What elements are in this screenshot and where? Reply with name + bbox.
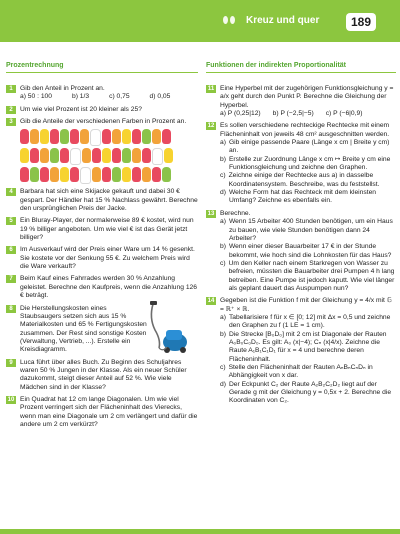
task-options (220, 110, 396, 118)
gummy-bear (80, 129, 89, 144)
task-number: 11 (207, 86, 215, 92)
gummy-bear (70, 129, 79, 144)
option: d) 0,05 (149, 93, 171, 101)
subtask-text: Die Strecke [B₀D₀] mit 2 cm ist Diagonale der Rauten A₀B₀C₀D₀. Es gilt: A₀ (x|−4); Cₙ (x|4/x). Zeichne die Raute A₁B₁C₁D₁ für x = 4 und berechne deren Flächeninhalt. (228, 330, 387, 363)
task-4 (6, 188, 198, 213)
gummy-bear (40, 129, 49, 144)
subtask (220, 139, 396, 156)
gummy-row (20, 129, 198, 146)
gummy-bear (112, 167, 121, 182)
gummy-row (20, 167, 198, 184)
section-title-percent: Prozentrechnung (6, 62, 198, 73)
task-5 (6, 217, 198, 242)
gummy-bear (112, 129, 121, 144)
gummy-bear (152, 167, 161, 182)
subtask-text: Stelle den Flächeninhalt der Rauten AₙBₙCₙDₙ in Abhängigkeit von x dar. (228, 364, 373, 380)
right-column (206, 62, 396, 410)
task-number: 8 (6, 305, 16, 313)
gummy-bears-image (20, 129, 198, 184)
gummy-bear (152, 129, 161, 144)
subtask-label: b) (220, 243, 226, 251)
gummy-bear (122, 148, 131, 163)
task-number: 3 (6, 118, 16, 126)
gummy-bear (102, 129, 111, 144)
subtask (220, 172, 396, 189)
gummy-bear (50, 129, 59, 144)
task-text: Gib den Anteil in Prozent an. (20, 85, 105, 92)
task-number: 14 (207, 298, 215, 305)
gummy-bear (122, 167, 131, 182)
gummy-bear (80, 167, 91, 184)
gummy-bear (132, 148, 141, 163)
page-number: 189 (346, 13, 376, 31)
task-number: 6 (6, 246, 16, 254)
gummy-bear (60, 148, 69, 163)
task-number: 1 (6, 85, 16, 93)
gummy-bear (60, 129, 69, 144)
option: a) 50 : 100 (20, 93, 52, 101)
task-text: Beim Kauf eines Fahrrades werden 30 % Anzahlung geleistet. Berechne den Kaufpreis, wenn die Anzahlung 126 € beträgt. (20, 275, 197, 300)
subtask-label: a) (220, 139, 226, 147)
gummy-bear (102, 148, 111, 163)
task-7 (6, 275, 198, 300)
gummy-bear (162, 129, 171, 144)
gummy-bear (82, 148, 91, 163)
task-text: Die Herstellungskosten eines Staubsaugers setzen sich aus 15 % Materialkosten und 65 % Fertigungskosten zusammen. Der Rest sind sonstige Kosten (Verwaltung, Vertrieb, ...). Erstelle ein Kreisdiagramm. (20, 304, 147, 354)
gummy-bear (30, 129, 39, 144)
task-text: Gegeben ist die Funktion f mit der Gleichung y = 4/x mit 𝔾 = ℝ⁺ × ℝ. (220, 297, 392, 313)
gummy-bear (112, 148, 121, 163)
subtask-label: c) (220, 364, 226, 371)
subtask-text: Zeichne einige der Rechtecke aus a) in dasselbe Koordinatensystem. Beschreibe, was du feststellst. (228, 172, 380, 188)
gummy-bear (90, 129, 101, 146)
gummy-bear (50, 148, 59, 163)
option: b) P (−2,5|−5) (272, 110, 314, 118)
subtask-label: c) (220, 172, 226, 180)
option: c) 0,75 (109, 93, 130, 101)
subtask (220, 156, 396, 173)
task-2 (6, 106, 198, 114)
task-3 (6, 118, 198, 184)
task-11 (206, 85, 396, 118)
subtask (220, 364, 396, 381)
task-text: Luca führt über alles Buch. Zu Beginn des Schuljahres waren 50 % Jungen in der Klasse. Als ein neuer Schüler dazukommt, steigt dieser Anteil auf 52 %. Wie viele Mädchen sind in der Klasse? (20, 358, 187, 391)
option: a) P (0,25|12) (220, 110, 261, 118)
task-text: Eine Hyperbel mit der zugehörigen Funktionsgleichung y = a/x geht durch den Punkt P. Berechne die Gleichung der Hyperbel. (220, 85, 394, 109)
gummy-bear (142, 167, 151, 182)
subtask-label: c) (220, 259, 226, 267)
subtask (220, 381, 396, 406)
task-options (20, 93, 198, 101)
subtask-text: Erstelle zur Zuordnung Länge x cm ↦ Breite y cm eine Funktionsgleichung und zeichne den Graphen. (228, 155, 391, 172)
subtask (220, 243, 396, 260)
task-number: 7 (6, 275, 16, 283)
task-12 (206, 122, 396, 205)
section-title-inverse-proportionality: Funktionen der indirekten Proportionalität (206, 62, 396, 73)
subtask-label: b) (220, 330, 226, 338)
subtask (220, 331, 396, 364)
gummy-bear (162, 167, 171, 182)
left-column (6, 62, 198, 433)
gummy-bear (50, 167, 59, 182)
subtask-label: a) (220, 218, 226, 226)
task-text: Es sollen verschiedene rechteckige Rechtecke mit einem Flächeninhalt von jeweils 48 cm² ausgeschnitten werden. (220, 122, 390, 138)
subtask-text: Tabellarisiere f für x ∈ [0; 12] mit Δx = 0,5 und zeichne den Graphen zu f (1 LE = 1 cm). (228, 313, 391, 330)
gummy-bear (40, 167, 49, 182)
task-10 (6, 396, 198, 429)
subtask (220, 314, 396, 331)
gummy-bear (164, 148, 173, 163)
task-number: 5 (6, 217, 16, 225)
gummy-bear (70, 148, 81, 165)
task-text: Im Ausverkauf wird der Preis einer Ware um 14 % gesenkt. Sie kostete vor der Senkung 55 €. Zu welchem Preis wird die Ware verkauft? (20, 246, 195, 271)
subtask-text: Gib einige passende Paare (Länge x cm | Breite y cm) an. (228, 139, 390, 155)
gummy-bear (30, 167, 39, 182)
subtask (220, 260, 396, 293)
gummy-bear (30, 148, 39, 163)
gummy-bear (40, 148, 49, 163)
gummy-bear (102, 167, 111, 182)
gummy-bear (92, 167, 101, 182)
gummy-bear (92, 148, 101, 163)
subtask (220, 189, 396, 206)
subtask-label: b) (220, 155, 226, 163)
subtask-label: d) (220, 380, 226, 388)
gummy-bear (20, 129, 29, 144)
gummy-bear (122, 129, 131, 144)
gummy-bear (132, 129, 141, 144)
gummy-bear (132, 167, 141, 182)
task-text: Barbara hat sich eine Skijacke gekauft und dabei 30 € gespart. Der Händler hat 15 % Nachlass gewährt. Berechne den ursprünglichen Preis der Jacke. (20, 188, 198, 213)
task-6 (6, 246, 198, 271)
gummy-bear (70, 167, 79, 182)
gummy-bear (20, 167, 29, 182)
task-number: 13 (207, 210, 215, 217)
gummy-bear (20, 148, 29, 163)
task-text: Gib die Anteile der verschiedenen Farben in Prozent an. (20, 118, 187, 126)
option: c) P (−6|0,9) (325, 110, 363, 118)
task-text: Ein Bluray-Player, der normalerweise 89 € kostet, wird nun 19 % billiger angeboten. Um wie viel € ist das Gerät jetzt billiger? (20, 217, 194, 242)
task-number: 10 (7, 396, 15, 403)
gummy-bear (142, 129, 151, 144)
task-text: Um wie viel Prozent ist 20 kleiner als 25? (20, 105, 142, 113)
task-13 (206, 210, 396, 293)
subtask-label: a) (220, 313, 226, 321)
gummy-row (20, 148, 198, 165)
subtask-text: Wenn 15 Arbeiter 400 Stunden benötigen, um ein Haus zu bauen, wie viele Stunden benötigen dann 24 Arbeiter? (228, 218, 393, 242)
task-text: Berechne. (220, 209, 251, 217)
subtask-text: Der Eckpunkt C₂ der Raute A₂B₂C₂D₂ liegt auf der Gerade g mit der Gleichung y = 0,5x + 2. Berechne die Koordinaten von C₂. (228, 380, 392, 405)
task-number: 4 (6, 188, 16, 196)
footprints-icon (222, 15, 236, 25)
vacuum-cleaner-icon (145, 300, 190, 356)
option: b) 1/3 (71, 93, 90, 101)
task-1 (6, 85, 198, 102)
task-number: 9 (6, 359, 16, 367)
subtask-label: d) (220, 189, 226, 197)
chapter-title: Kreuz und quer (246, 15, 320, 26)
subtask-text: Welche Form hat das Rechteck mit dem kleinsten Umfang? Zeichne es ebenfalls ein. (228, 189, 377, 205)
task-9 (6, 359, 198, 392)
task-14 (206, 297, 396, 405)
page-footer-bar (0, 529, 400, 534)
page-header (0, 0, 400, 42)
subtask-text: Um den Keller nach einem Starkregen von Wasser zu befreien, müssten die Bauarbeiter drei Pumpen 4 h lang betreiben. Eine Pumpe ist jedoch kaputt. Wie viel länger als geplant dauert das Auspumpen nun? (228, 259, 395, 292)
gummy-bear (60, 167, 69, 182)
task-text: Ein Quadrat hat 12 cm lange Diagonalen. Um wie viel Prozent verringert sich der Flächeninhalt des Vierecks, wenn man eine Diagonale um 2 cm verlängert und dafür die andere um 2 cm verkürzt? (20, 395, 198, 428)
subtask (220, 218, 396, 243)
gummy-bear (152, 148, 163, 165)
task-number: 2 (6, 106, 16, 114)
gummy-bear (142, 148, 151, 163)
subtask-text: Wenn einer dieser Bauarbeiter 17 € in der Stunde bekommt, wie hoch sind die Lohnkosten für das Haus? (228, 243, 392, 259)
task-number: 12 (207, 123, 215, 130)
